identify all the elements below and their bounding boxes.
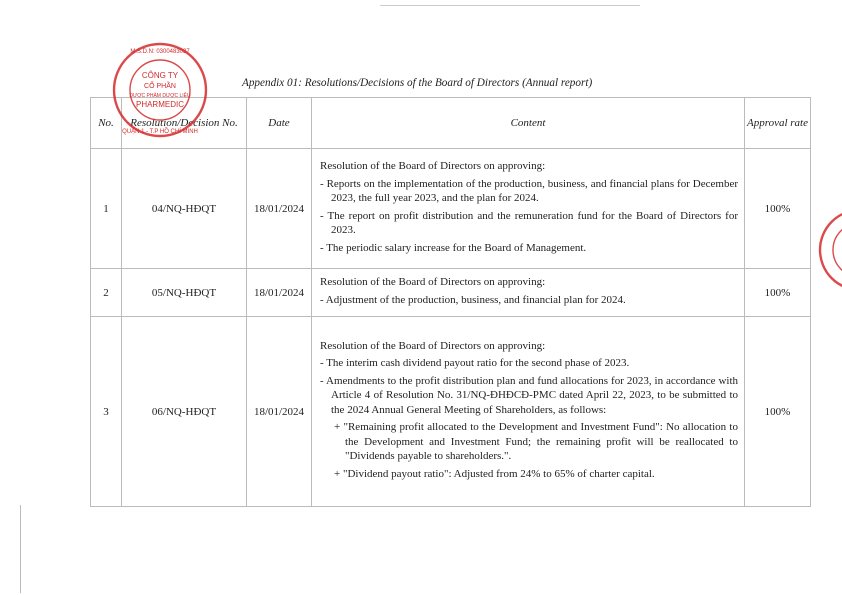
content-bullet: - The report on profit distribution and the remuneration fund for the Board of Directors for 2023. — [320, 209, 738, 236]
row-resolution: 04/NQ-HĐQT — [122, 149, 247, 269]
row-resolution: 05/NQ-HĐQT — [122, 269, 247, 317]
row-no: 1 — [91, 149, 122, 269]
table-row — [91, 269, 811, 317]
table-row — [91, 149, 811, 269]
content-bullet: - Reports on the implementation of the production, business, and financial plans for December 2023, the full year 2023, and the plan for 2024. — [320, 177, 738, 204]
row-date: 18/01/2024 — [247, 269, 312, 317]
content-bullet: - Adjustment of the production, business, and financial plan for 2024. — [320, 293, 626, 306]
table-row — [91, 317, 811, 507]
header-date: Date — [247, 98, 312, 149]
header-content: Content — [312, 98, 745, 149]
svg-text:PHARMEDIC: PHARMEDIC — [135, 100, 185, 109]
row-content — [312, 149, 745, 269]
row-approval-rate: 100% — [745, 269, 811, 317]
top-edge-line — [380, 5, 640, 6]
row-date: 18/01/2024 — [247, 317, 312, 507]
row-no: 2 — [91, 269, 122, 317]
header-resolution: Resolution/Decision No. — [122, 98, 247, 149]
content-bullet: - The periodic salary increase for the Board of Management. — [320, 241, 587, 254]
content-subbullet: + "Dividend payout ratio": Adjusted from 24% to 65% of charter capital. — [334, 467, 655, 480]
content-intro: Resolution of the Board of Directors on approving: — [320, 276, 546, 288]
company-seal-stamp — [110, 40, 210, 140]
row-approval-rate: 100% — [745, 317, 811, 507]
header-no: No. — [91, 98, 122, 149]
svg-text:CỔ PHẦN: CỔ PHẦN — [144, 83, 176, 90]
resolutions-table — [90, 97, 811, 507]
header-approval-rate: Approval rate — [745, 98, 811, 149]
row-content — [312, 269, 745, 317]
row-approval-rate: 100% — [745, 149, 811, 269]
content-intro: Resolution of the Board of Directors on approving: — [320, 160, 546, 172]
content-intro: Resolution of the Board of Directors on approving: — [320, 339, 546, 352]
svg-text:CÔNG TY: CÔNG TY — [141, 71, 179, 80]
left-edge-line — [20, 505, 21, 593]
svg-text:DƯỢC PHẨM DƯỢC LIỆU: DƯỢC PHẨM DƯỢC LIỆU — [129, 93, 191, 99]
content-subbullet: + "Remaining profit allocated to the Development and Investment Fund": No allocation to the Development and Investment Fund; the remaining profit will be reallocated to "Dividends payable to shareholders.". — [334, 421, 738, 463]
partial-seal-stamp — [815, 205, 842, 295]
content-bullet: - The interim cash dividend payout ratio for the second phase of 2023. — [320, 357, 630, 370]
row-resolution: 06/NQ-HĐQT — [122, 317, 247, 507]
content-bullet: - Amendments to the profit distribution plan and fund allocations for 2023, in accordance with Article 4 of Resolution No. 31/NQ-ĐHĐCĐ-PMC dated April 22, 2023, to be submitted to the 2024 Annual General Meeting of Shareholders, as follows: — [320, 374, 738, 416]
svg-text:M.S.D.N: 0300483037: M.S.D.N: 0300483037 — [130, 49, 190, 55]
row-content — [312, 317, 745, 507]
page-title: Appendix 01: Resolutions/Decisions of the Board of Directors (Annual report) — [242, 77, 593, 89]
row-no: 3 — [91, 317, 122, 507]
svg-text:QUẬN 1 - T.P HỒ CHÍ MINH: QUẬN 1 - T.P HỒ CHÍ MINH — [122, 129, 198, 135]
row-date: 18/01/2024 — [247, 149, 312, 269]
